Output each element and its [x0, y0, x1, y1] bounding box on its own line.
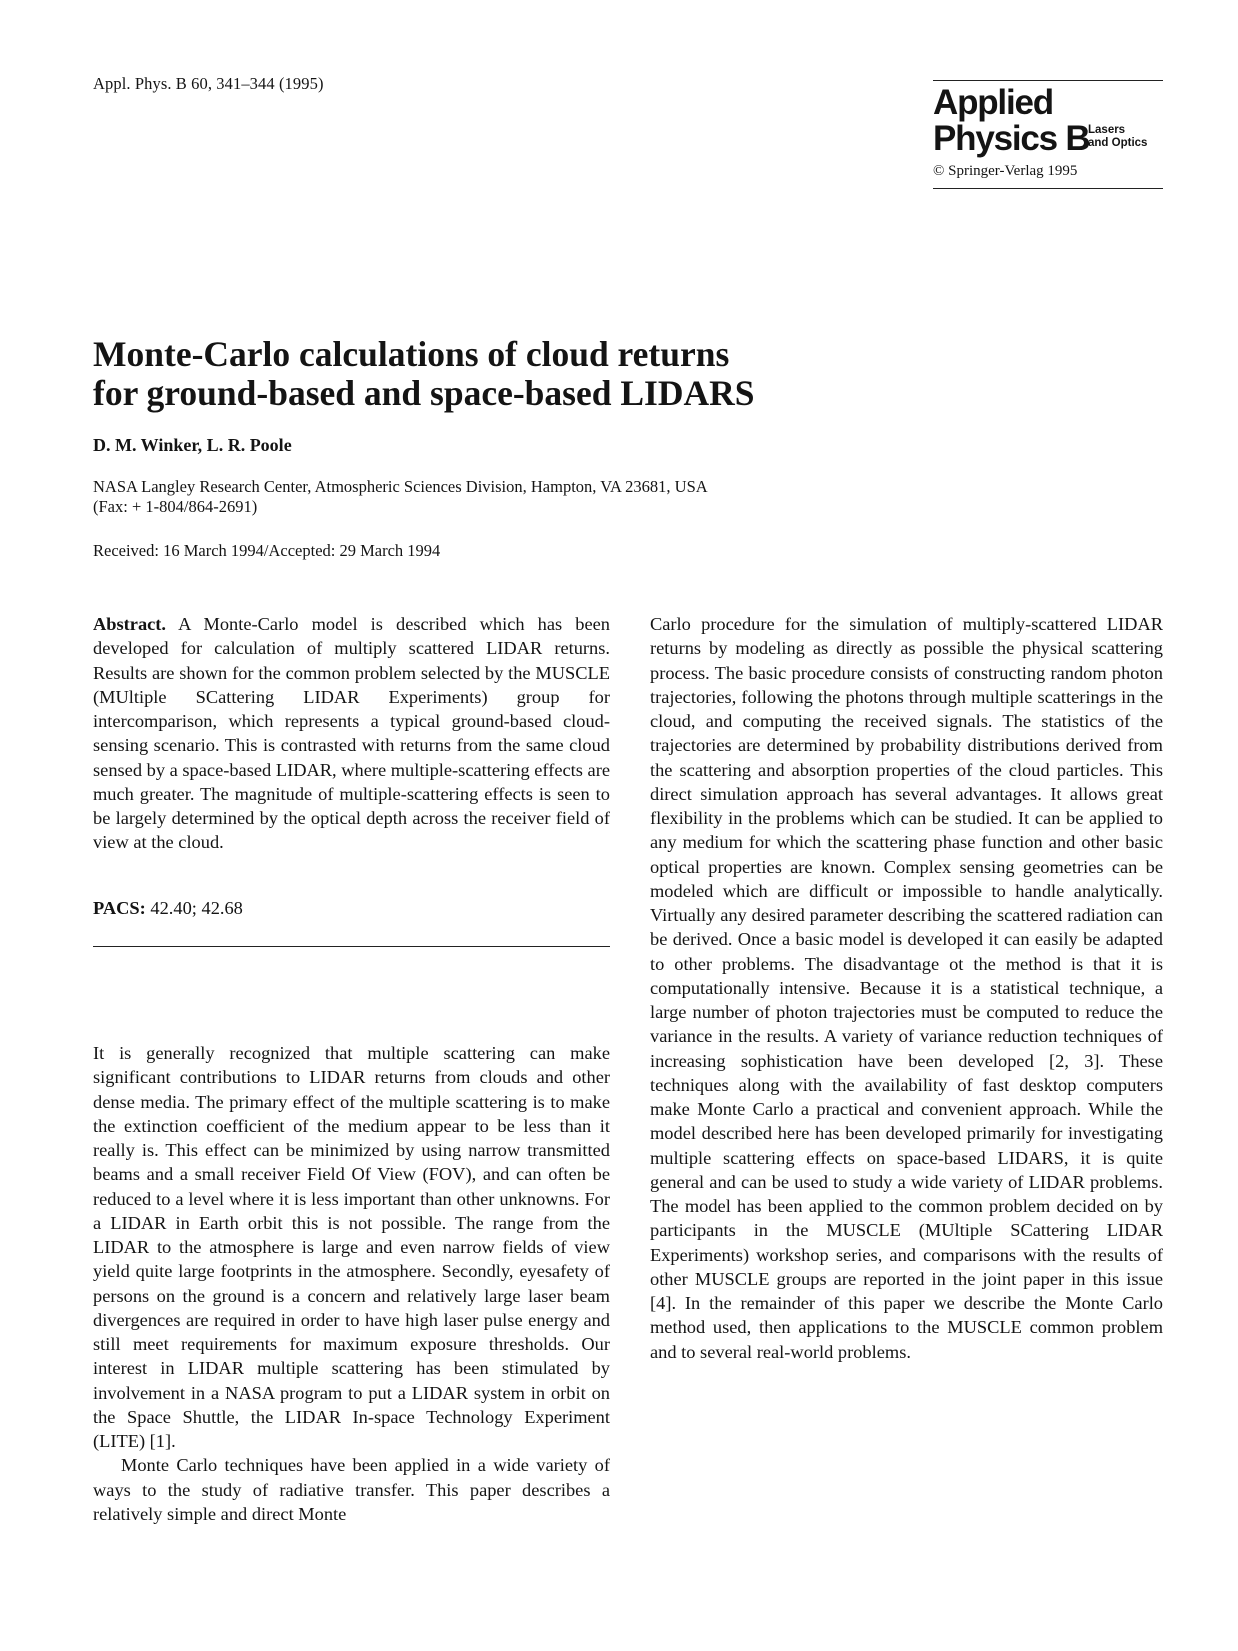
article-title-line1: Monte-Carlo calculations of cloud returns	[93, 334, 730, 374]
author-list: D. M. Winker, L. R. Poole	[93, 435, 292, 455]
logo-top-rule	[933, 80, 1163, 81]
pacs-label: PACS:	[93, 898, 146, 918]
received-dates: Received: 16 March 1994/Accepted: 29 March 1994	[93, 541, 441, 560]
abstract-divider	[93, 946, 610, 947]
body-paragraph-2-continued: Carlo procedure for the simulation of multiply-scattered LIDAR returns by modeling as directly as possible the physical scattering process. The basic procedure consists of constructing random photon trajectories, following the photons through multiple scatterings in the cloud, and computing the received signals. The statistics of the trajectories are determined by probability distributions derived from the scattering and absorption properties of the cloud particles. This direct simulation approach has several advantages. It allows great flexibility in the problems which can be studied. It can be applied to any medium for which the scattering phase function and other basic optical properties are known. Complex sensing geometries can be modeled which are difficult or impossible to handle analytically. Virtually any desired parameter describing the scattered radiation can be derived. Once a basic model is developed it can easily be adapted to other problems. The disadvantage ot the method is that it is computationally intensive. Because it is a statistical technique, a large number of photon trajectories must be computed to reduce the variance in the results. A variety of variance reduction techniques of increasing sophistication have been developed [2, 3]. These techniques along with the availability of fast desktop computers make Monte Carlo a practical and convenient approach. While the model described here has been developed primarily for investigating multiple scattering effects on space-based LIDARS, it is quite general and can be used to study a wide variety of LIDAR problems. The model has been applied to the common problem decided on by participants in the MUSCLE (MUltiple SCattering LIDAR Experiments) workshop series, and comparisons with the results of other MUSCLE groups are reported in the joint paper in this issue [4]. In the remainder of this paper we describe the Monte Carlo method used, then applications to the MUSCLE common problem and to several real-world problems.	[650, 614, 1163, 1362]
abstract-label: Abstract.	[93, 614, 167, 634]
journal-subtitle-line1: Lasers	[1088, 124, 1126, 136]
abstract-section	[93, 612, 610, 855]
copyright-notice: © Springer-Verlag 1995	[933, 163, 1078, 179]
journal-logo-block	[933, 80, 1163, 190]
logo-bottom-rule	[933, 188, 1163, 189]
journal-citation: Appl. Phys. B 60, 341–344 (1995)	[93, 74, 324, 93]
journal-subtitle	[1088, 124, 1147, 150]
journal-title-line2: Physics B	[933, 119, 1090, 158]
pacs-codes	[93, 898, 243, 919]
body-paragraph-2-start: Monte Carlo techniques have been applied in a wide variety of ways to the study of radiative transfer. This paper describes a relatively simple and direct Monte	[93, 1455, 610, 1524]
affiliation-address: NASA Langley Research Center, Atmospheric Sciences Division, Hampton, VA 23681, USA	[93, 477, 708, 496]
article-title-line2: for ground-based and space-based LIDARS	[93, 373, 755, 413]
body-column-right	[650, 612, 1163, 1364]
affiliation	[93, 477, 993, 517]
affiliation-fax: (Fax: + 1-804/864-2691)	[93, 497, 258, 516]
pacs-value: 42.40; 42.68	[150, 898, 243, 918]
abstract-paragraph	[93, 612, 610, 855]
journal-subtitle-line2: and Optics	[1088, 137, 1148, 149]
article-title	[93, 335, 993, 413]
journal-title-line1: Applied	[933, 83, 1053, 122]
abstract-text: A Monte-Carlo model is described which has been developed for calculation of multiply scattered LIDAR returns. Results are shown for the common problem selected by the MUSCLE (MUltiple SCattering LIDAR Experiments) group for intercomparison, which represents a typical ground-based cloud-sensing scenario. This is contrasted with returns from the same cloud sensed by a space-based LIDAR, where multiple-scattering effects are much greater. The magnitude of multiple-scattering effects is seen to be largely determined by the optical depth across the receiver field of view at the cloud.	[93, 614, 610, 853]
body-column-left	[93, 1041, 610, 1526]
body-paragraph-1: It is generally recognized that multiple scattering can make significant contributions to LIDAR returns from clouds and other dense media. The primary effect of the multiple scattering is to make the extinction coefficient of the medium appear to be less than it really is. This effect can be minimized by using narrow transmitted beams and a small receiver Field Of View (FOV), and can often be reduced to a level where it is less important than other unknowns. For a LIDAR in Earth orbit this is not possible. The range from the LIDAR to the atmosphere is large and even narrow fields of view yield quite large footprints in the atmosphere. Secondly, eyesafety of persons on the ground is a concern and relatively large laser beam divergences are required in order to have high laser pulse energy and still meet requirements for maximum exposure thresholds. Our interest in LIDAR multiple scattering has been stimulated by involvement in a NASA program to put a LIDAR system in orbit on the Space Shuttle, the LIDAR In-space Technology Experiment (LITE) [1].	[93, 1043, 610, 1451]
